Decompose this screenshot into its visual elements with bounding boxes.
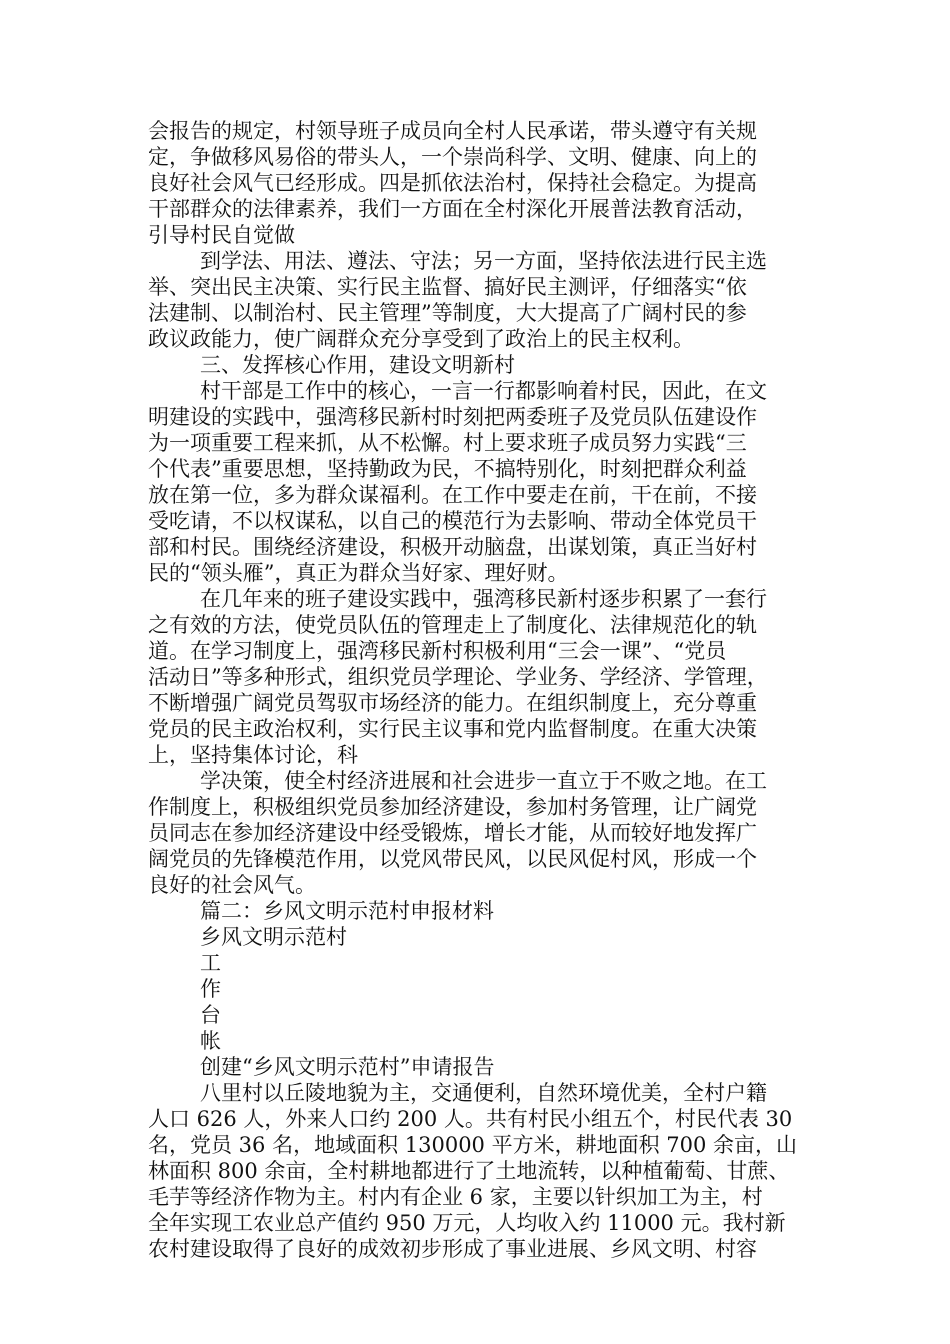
text-line: 明建设的实践中，强湾移民新村时刻把两委班子及党员队伍建设作 — [148, 405, 757, 429]
text-line: 党员的民主政治权利，实行民主议事和党内监督制度。在重大决策 — [148, 717, 757, 741]
text-line: 林面积 800 余亩，全村耕地都进行了土地流转，以种植葡萄、甘蔗、 — [148, 1159, 790, 1183]
paragraph-first-line: 到学法、用法、遵法、守法；另一方面，坚持依法进行民主选 — [200, 249, 767, 273]
paragraph-first-line: 村干部是工作中的核心，一言一行都影响着村民，因此，在文 — [200, 379, 767, 403]
text-line: 政议政能力，使广阔群众充分享受到了政治上的民主权利。 — [148, 327, 694, 351]
text-line: 人口 626 人，外来人口约 200 人。共有村民小组五个，村民代表 30 — [148, 1107, 793, 1131]
report-title: 创建“乡风文明示范村”申请报告 — [200, 1055, 495, 1079]
text-line: 干部群众的法律素养，我们一方面在全村深化开展普法教育活动， — [148, 197, 757, 221]
text-line: 定，争做移风易俗的带头人，一个崇尚科学、文明、健康、向上的 — [148, 145, 757, 169]
vertical-char: 工 — [200, 951, 221, 975]
vertical-char: 作 — [200, 977, 221, 1001]
text-line: 阔党员的先锋模范作用，以党风带民风，以民风促村风，形成一个 — [148, 847, 757, 871]
text-line: 之有效的方法，使党员队伍的管理走上了制度化、法律规范化的轨 — [148, 613, 757, 637]
text-line: 为一项重要工程来抓，从不松懈。村上要求班子成员努力实践“三 — [148, 431, 747, 455]
text-line: 良好的社会风气。 — [148, 873, 316, 897]
text-line: 放在第一位，多为群众谋福利。在工作中要走在前，干在前，不接 — [148, 483, 757, 507]
text-line: 个代表”重要思想，坚持勤政为民，不搞特别化，时刻把群众利益 — [148, 457, 747, 481]
text-line: 举、突出民主决策、实行民主监督、搞好民主测评，仔细落实“依 — [148, 275, 747, 299]
text-line: 民的“领头雁”，真正为群众当好家、理好财。 — [148, 561, 569, 585]
text-line: 法建制、以制治村、民主管理”等制度，大大提高了广阔村民的参 — [148, 301, 747, 325]
text-line: 员同志在参加经济建设中经受锻炼，增长才能，从而较好地发挥广 — [148, 821, 757, 845]
text-line: 不断增强广阔党员驾驭市场经济的能力。在组织制度上，充分尊重 — [148, 691, 757, 715]
article-heading: 篇二：乡风文明示范村申报材料 — [200, 899, 494, 923]
paragraph-first-line: 八里村以丘陵地貌为主，交通便利，自然环境优美，全村户籍 — [200, 1081, 767, 1105]
text-line: 毛芋等经济作物为主。村内有企业 6 家，主要以针织加工为主，村 — [148, 1185, 763, 1209]
text-line: 良好社会风气已经形成。四是抓依法治村，保持社会稳定。为提高 — [148, 171, 757, 195]
text-line: 活动日”等多种形式，组织党员学理论、学业务、学经济、学管理， — [148, 665, 768, 689]
subheading: 乡风文明示范村 — [200, 925, 347, 949]
document-page — [148, 118, 823, 1262]
section-heading: 三、发挥核心作用，建设文明新村 — [200, 353, 515, 377]
text-line: 会报告的规定，村领导班子成员向全村人民承诺，带头遵守有关规 — [148, 119, 757, 143]
text-line: 道。在学习制度上，强湾移民新村积极利用“三会一课”、“党员 — [148, 639, 727, 663]
text-line: 作制度上，积极组织党员参加经济建设，参加村务管理，让广阔党 — [148, 795, 757, 819]
text-line: 上，坚持集体讨论，科 — [148, 743, 358, 767]
text-line: 农村建设取得了良好的成效初步形成了事业进展、乡风文明、村容 — [148, 1237, 757, 1261]
vertical-char: 帐 — [200, 1029, 221, 1053]
text-line: 全年实现工农业总产值约 950 万元，人均收入约 11000 元。我村新 — [148, 1211, 786, 1235]
text-line: 引导村民自觉做 — [148, 223, 295, 247]
vertical-char: 台 — [200, 1003, 221, 1027]
text-line: 名，党员 36 名，地域面积 130000 平方米，耕地面积 700 余亩，山 — [148, 1133, 798, 1157]
paragraph-first-line: 学决策，使全村经济进展和社会进步一直立于不败之地。在工 — [200, 769, 767, 793]
text-line: 部和村民。围绕经济建设，积极开动脑盘，出谋划策，真正当好村 — [148, 535, 757, 559]
paragraph-first-line: 在几年来的班子建设实践中，强湾移民新村逐步积累了一套行 — [200, 587, 767, 611]
text-line: 受吃请，不以权谋私，以自己的模范行为去影响、带动全体党员干 — [148, 509, 757, 533]
